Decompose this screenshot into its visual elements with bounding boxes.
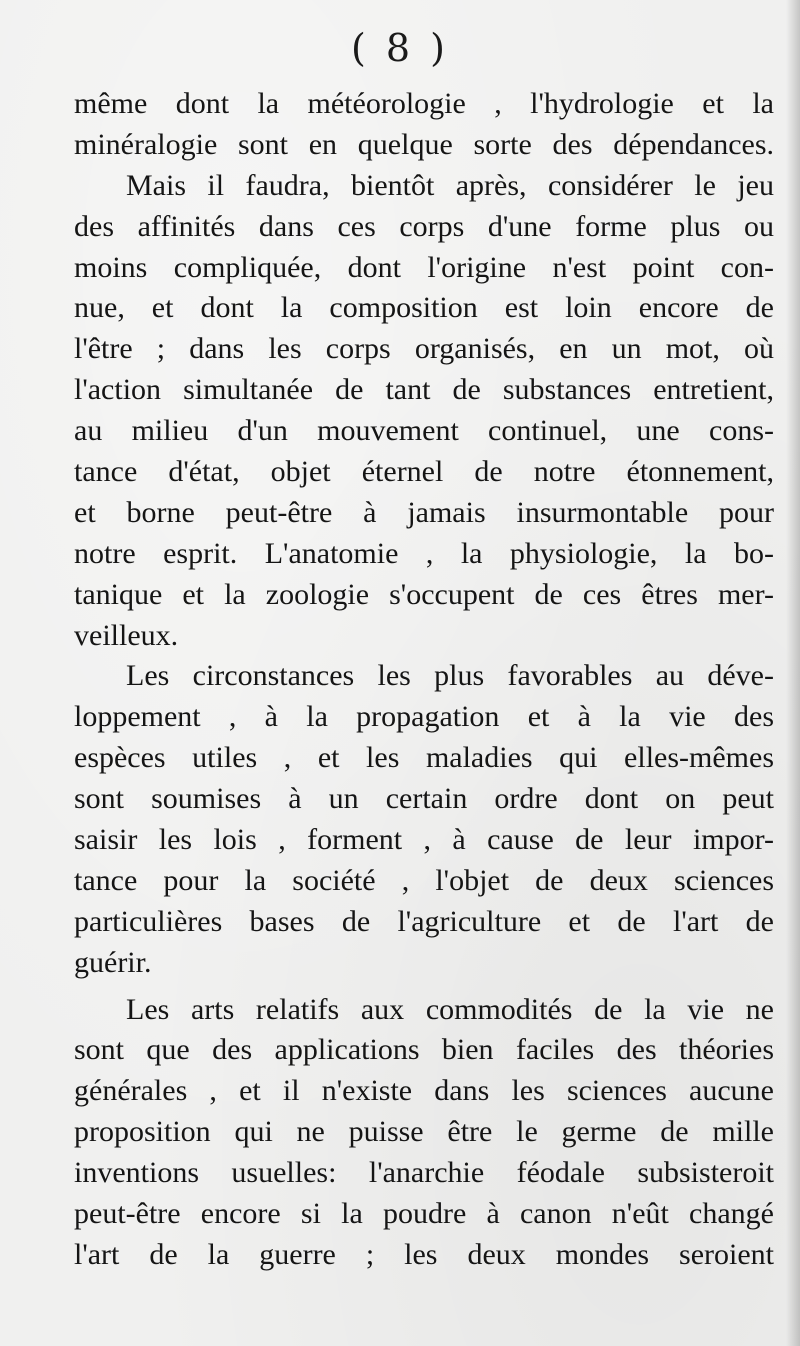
text-line: l'action simultanée de tant de substances entretient, [74, 373, 774, 407]
text-line: notre esprit. L'anatomie , la physiologie, la bo- [74, 536, 774, 570]
text-line: générales , et il n'existe dans les sciences aucune [74, 1074, 774, 1108]
text-line: particulières bases de l'agriculture et de l'art de [74, 904, 774, 938]
text-line: au milieu d'un mouvement continuel, une cons- [74, 414, 774, 448]
page-edge-shadow [786, 0, 800, 1346]
text-line: loppement , à la propagation et à la vie des [74, 700, 774, 734]
text-line: peut-être encore si la poudre à canon n'eût changé [74, 1197, 774, 1231]
text-line: l'être ; dans les corps organisés, en un mot, où [74, 332, 774, 366]
page-number: ( 8 ) [351, 26, 449, 70]
paragraph-start-line: Les circonstances les plus favorables au déve- [126, 659, 774, 693]
text-line: inventions usuelles: l'anarchie féodale subsisteroit [74, 1156, 774, 1190]
paragraph-end-line: veilleux. [74, 618, 179, 652]
text-line: tance pour la société , l'objet de deux sciences [74, 863, 774, 897]
text-line: nue, et dont la composition est loin encore de [74, 291, 774, 325]
text-line: espèces utiles , et les maladies qui elles-mêmes [74, 741, 774, 775]
text-line: sont soumises à un certain ordre dont on peut [74, 782, 774, 816]
paragraph-start-line: Les arts relatifs aux commodités de la vie ne [126, 992, 774, 1026]
text-line: tance d'état, objet éternel de notre étonnement, [74, 455, 774, 489]
text-line: sont que des applications bien faciles des théories [74, 1033, 774, 1067]
text-line: tanique et la zoologie s'occupent de ces êtres mer- [74, 577, 774, 611]
text-line: minéralogie sont en quelque sorte des dépendances. [74, 127, 774, 161]
text-line: l'art de la guerre ; les deux mondes seroient [74, 1237, 774, 1271]
text-line: même dont la météorologie , l'hydrologie et la [74, 87, 774, 120]
paragraph-start-line: Mais il faudra, bientôt après, considérer le jeu [126, 168, 774, 202]
text-line: saisir les lois , forment , à cause de leur impor- [74, 823, 774, 857]
text-line: et borne peut-être à jamais insurmontable pour [74, 495, 774, 529]
body-text [74, 84, 774, 1276]
text-line: des affinités dans ces corps d'une forme plus ou [74, 209, 774, 243]
text-line: moins compliquée, dont l'origine n'est point con- [74, 250, 774, 284]
text-line: proposition qui ne puisse être le germe de mille [74, 1115, 774, 1149]
paragraph-end-line: guérir. [74, 945, 152, 979]
